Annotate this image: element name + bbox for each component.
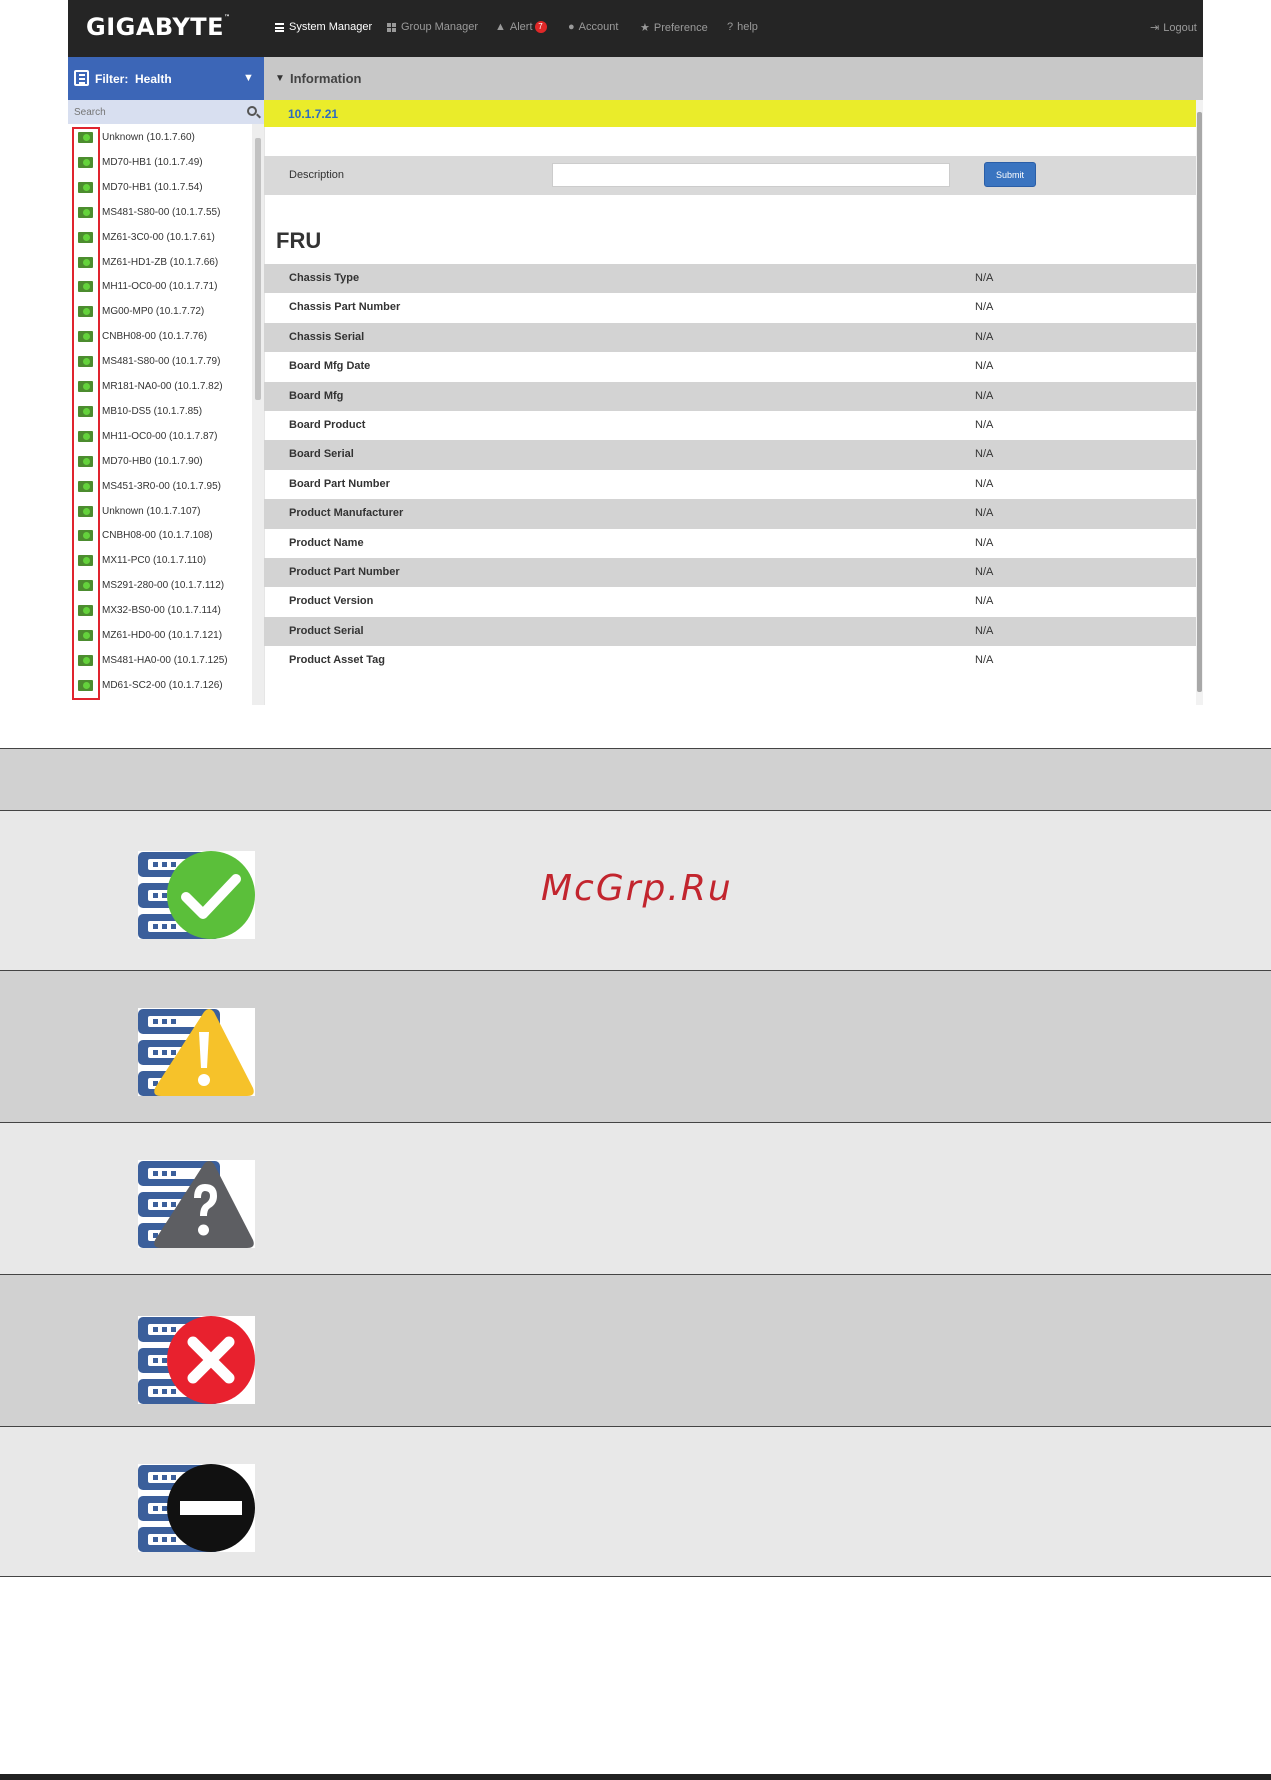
fru-field-value: N/A: [975, 536, 994, 549]
device-label: MH11-OC0-00 (10.1.7.71): [102, 281, 218, 293]
fru-field-name: Board Part Number: [289, 477, 390, 490]
fru-table: [264, 264, 1196, 675]
filter-dropdown[interactable]: [68, 57, 264, 100]
fru-field-value: N/A: [975, 272, 994, 284]
fru-row: [264, 352, 1196, 381]
legend-row-critical: [0, 1275, 1271, 1427]
device-label: MD70-HB1 (10.1.7.49): [102, 156, 203, 168]
device-label: CNBH08-00 (10.1.7.76): [102, 331, 208, 343]
fru-field-value: N/A: [975, 654, 994, 667]
device-list-item[interactable]: [68, 201, 251, 225]
fru-field-name: Product Manufacturer: [289, 507, 404, 520]
device-list-item[interactable]: [68, 400, 251, 424]
logout-icon: ⇥: [1150, 22, 1160, 34]
device-list-item[interactable]: [68, 226, 251, 250]
device-list-item[interactable]: [68, 251, 251, 275]
device-list-item[interactable]: [68, 475, 251, 499]
device-list-item[interactable]: [68, 325, 251, 349]
filter-label: Filter:: [95, 72, 129, 86]
device-list-item[interactable]: [68, 500, 251, 524]
fru-row: [264, 323, 1196, 352]
fru-field-value: N/A: [975, 477, 994, 490]
device-list-item[interactable]: [68, 275, 251, 299]
device-list-item[interactable]: [68, 450, 251, 474]
fru-row: [264, 382, 1196, 411]
device-list-item[interactable]: [68, 524, 251, 548]
fru-field-name: Board Mfg Date: [289, 360, 371, 373]
device-label: Unknown (10.1.7.107): [102, 505, 201, 517]
device-list-scrollbar[interactable]: [252, 124, 264, 705]
search-icon[interactable]: [247, 106, 257, 116]
fru-row: [264, 587, 1196, 616]
user-icon: ●: [568, 21, 575, 33]
fru-field-name: Chassis Type: [289, 272, 360, 284]
device-list: [68, 124, 264, 705]
server-ok-status-icon: [78, 605, 93, 616]
server-ok-icon: [138, 851, 255, 939]
device-label: MZ61-HD1-ZB (10.1.7.66): [102, 256, 219, 268]
collapse-caret-icon: ▼: [275, 73, 285, 84]
server-ok-status-icon: [78, 207, 93, 218]
device-label: MB10-DS5 (10.1.7.85): [102, 405, 203, 417]
server-critical-icon: [138, 1316, 255, 1404]
server-ok-status-icon: [78, 655, 93, 666]
server-ok-status-icon: [78, 281, 93, 292]
legend-table-header: [0, 748, 1271, 811]
device-label: MH11-OC0-00 (10.1.7.87): [102, 430, 218, 442]
fru-row: [264, 293, 1196, 322]
fru-field-value: N/A: [975, 448, 994, 461]
fru-field-name: Product Part Number: [289, 565, 400, 578]
fru-field-name: Product Name: [289, 536, 364, 549]
device-list-item[interactable]: [68, 674, 251, 698]
device-list-item[interactable]: [68, 126, 251, 150]
watermark-text: McGrp.Ru: [541, 868, 733, 909]
warning-triangle-icon: ▲: [495, 21, 506, 33]
fru-row: [264, 440, 1196, 469]
nav-help[interactable]: ? help: [727, 21, 758, 33]
server-ok-status-icon: [78, 157, 93, 168]
device-label: Unknown (10.1.7.60): [102, 132, 195, 143]
device-list-item[interactable]: [68, 624, 251, 648]
server-ok-status-icon: [78, 580, 93, 591]
description-row: [264, 156, 1196, 195]
nav-alert[interactable]: ▲ Alert 7: [495, 21, 547, 33]
device-list-item[interactable]: [68, 176, 251, 200]
star-icon: ★: [640, 22, 650, 34]
fru-row: [264, 470, 1196, 499]
server-warning-icon: [138, 1008, 255, 1096]
server-ok-status-icon: [78, 356, 93, 367]
server-offline-icon: [138, 1464, 255, 1552]
server-ok-status-icon: [78, 680, 93, 691]
device-label: MD70-HB1 (10.1.7.54): [102, 181, 203, 193]
fru-field-name: Product Serial: [289, 624, 364, 637]
server-ok-status-icon: [78, 232, 93, 243]
fru-field-name: Chassis Serial: [289, 330, 365, 343]
server-unknown-icon: [138, 1160, 255, 1248]
server-ok-status-icon: [78, 257, 93, 268]
server-ok-status-icon: [78, 456, 93, 467]
server-ok-status-icon: [78, 630, 93, 641]
fru-field-name: Chassis Part Number: [289, 301, 401, 314]
fru-field-value: N/A: [975, 360, 994, 373]
server-ok-status-icon: [78, 530, 93, 541]
device-search: [68, 100, 264, 124]
gigabyte-logo[interactable]: GIGABYTE™: [86, 13, 231, 41]
device-label: MD61-SC2-00 (10.1.7.126): [102, 679, 223, 691]
device-label: MS481-HA0-00 (10.1.7.125): [102, 654, 228, 666]
fru-field-name: Board Mfg: [289, 389, 344, 402]
main-panel-scrollbar[interactable]: [1196, 100, 1203, 705]
legend-row-offline: [0, 1427, 1271, 1577]
fru-field-name: Product Version: [289, 595, 374, 608]
information-panel-header[interactable]: [264, 57, 1203, 100]
fru-field-name: Product Asset Tag: [289, 654, 385, 667]
selected-device-ip-bar: [264, 100, 1196, 127]
device-list-item[interactable]: [68, 375, 251, 399]
device-label: MR181-NA0-00 (10.1.7.82): [102, 381, 223, 392]
device-list-item[interactable]: [68, 300, 251, 324]
device-label: MS481-S80-00 (10.1.7.79): [102, 356, 221, 368]
fru-field-value: N/A: [975, 565, 994, 578]
device-list-item[interactable]: [68, 425, 251, 449]
device-label: MX32-BS0-00 (10.1.7.114): [102, 605, 221, 617]
search-input[interactable]: [74, 104, 234, 120]
device-list-item[interactable]: [68, 574, 251, 598]
server-ok-status-icon: [78, 506, 93, 517]
server-ok-status-icon: [78, 306, 93, 317]
scrollbar-thumb[interactable]: [255, 138, 261, 400]
fru-field-name: Board Serial: [289, 448, 354, 461]
server-ok-status-icon: [78, 431, 93, 442]
fru-row: [264, 529, 1196, 558]
fru-row: [264, 499, 1196, 528]
device-label: MX11-PC0 (10.1.7.110): [102, 555, 207, 567]
gigabyte-server-management-app: [68, 0, 1203, 705]
nav-system-manager[interactable]: System Manager: [275, 21, 372, 33]
server-ok-status-icon: [78, 381, 93, 392]
information-title: Information: [290, 71, 362, 86]
chevron-down-icon: ▼: [243, 72, 254, 84]
device-label: MS291-280-00 (10.1.7.112): [102, 580, 225, 592]
server-ok-status-icon: [78, 555, 93, 566]
scrollbar-thumb[interactable]: [1197, 112, 1202, 692]
device-ip: 10.1.7.21: [288, 107, 339, 121]
fru-field-value: N/A: [975, 389, 994, 402]
filter-value: Health: [135, 72, 172, 86]
grid-icon: [387, 23, 396, 32]
fru-field-value: N/A: [975, 624, 994, 637]
device-label: CNBH08-00 (10.1.7.108): [102, 530, 213, 542]
fru-field-name: Board Product: [289, 418, 366, 431]
legend-row-unknown: [0, 1123, 1271, 1275]
nav-group-manager[interactable]: Group Manager: [387, 21, 478, 33]
fru-row: [264, 617, 1196, 646]
fru-row: [264, 264, 1196, 293]
description-input[interactable]: [552, 163, 950, 187]
fru-field-value: N/A: [975, 301, 994, 314]
device-label: MS481-S80-00 (10.1.7.55): [102, 206, 221, 218]
server-ok-status-icon: [78, 132, 93, 143]
server-ok-status-icon: [78, 481, 93, 492]
fru-row: [264, 646, 1196, 675]
fru-row: [264, 411, 1196, 440]
device-label: MD70-HB0 (10.1.7.90): [102, 455, 203, 467]
page-bottom-rule: [0, 1774, 1271, 1780]
device-list-item[interactable]: [68, 599, 251, 623]
server-ok-status-icon: [78, 331, 93, 342]
nav-logout[interactable]: ⇥ Logout: [1150, 21, 1197, 34]
filter-list-icon: [74, 70, 89, 86]
fru-row: [264, 558, 1196, 587]
device-label: MS451-3R0-00 (10.1.7.95): [102, 480, 221, 492]
fru-title: FRU: [276, 228, 322, 253]
fru-field-value: N/A: [975, 418, 994, 431]
alert-count-badge: 7: [535, 21, 547, 33]
device-label: MZ61-HD0-00 (10.1.7.121): [102, 630, 223, 641]
legend-row-warning: [0, 971, 1271, 1123]
device-list-item[interactable]: [68, 649, 251, 673]
top-navigation-bar: [68, 0, 1203, 57]
device-label: MG00-MP0 (10.1.7.72): [102, 306, 205, 318]
device-list-item[interactable]: [68, 549, 251, 573]
server-ok-status-icon: [78, 406, 93, 417]
submit-button[interactable]: Submit: [984, 162, 1036, 187]
nav-preference[interactable]: ★ Preference: [640, 21, 708, 34]
server-ok-status-icon: [78, 182, 93, 193]
device-list-item[interactable]: [68, 350, 251, 374]
list-icon: [275, 23, 284, 32]
question-icon: ?: [727, 21, 734, 33]
fru-field-value: N/A: [975, 330, 994, 343]
device-label: MZ61-3C0-00 (10.1.7.61): [102, 231, 215, 243]
fru-field-value: N/A: [975, 507, 994, 520]
description-label: Description: [289, 169, 345, 181]
nav-account[interactable]: ● Account: [568, 21, 619, 33]
fru-field-value: N/A: [975, 595, 994, 608]
device-list-item[interactable]: [68, 151, 251, 175]
